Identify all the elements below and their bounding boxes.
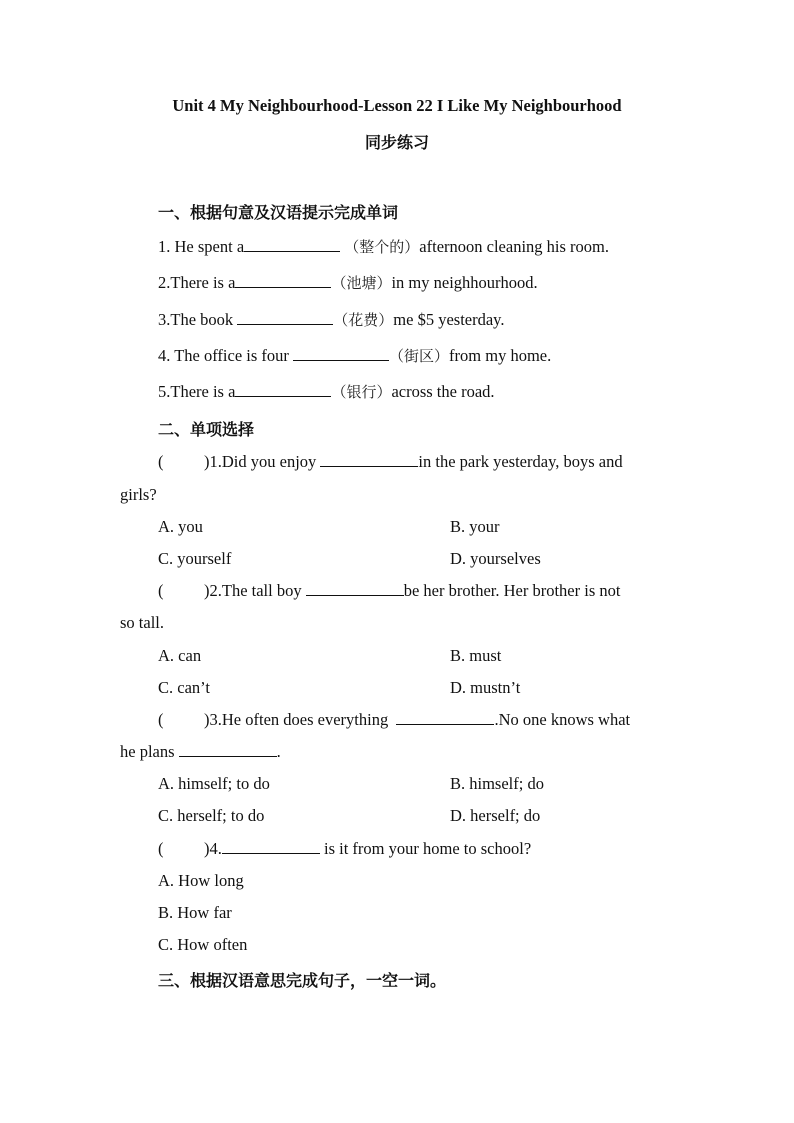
answer-blank [306, 581, 404, 596]
fill-item-4: 4. The office is four （街区）from my home. [158, 346, 552, 365]
answer-blank [293, 346, 389, 361]
page-title: Unit 4 My Neighbourhood-Lesson 22 I Like My Neighbourhood [172, 96, 622, 115]
question-2-stem-cont: so tall. [120, 613, 164, 632]
answer-blank [179, 742, 277, 757]
section1-heading: 一、根据句意及汉语提示完成单词 [158, 203, 399, 222]
answer-blank [244, 237, 340, 252]
question-1-stem-cont: girls? [120, 485, 157, 504]
option-2D: D. mustn’t [450, 678, 521, 697]
fill-item-3: 3.The book （花费）me $5 yesterday. [158, 310, 505, 329]
option-3C: C. herself; to do [158, 806, 265, 825]
option-1D: D. yourselves [450, 549, 541, 568]
option-1B: B. your [450, 517, 500, 536]
option-4B: B. How far [158, 903, 232, 922]
section2-heading: 二、单项选择 [158, 420, 255, 439]
option-3A: A. himself; to do [158, 774, 270, 793]
answer-blank [222, 839, 320, 854]
fill-item-2: 2.There is a （池塘）in my neighhourhood. [158, 273, 538, 292]
option-2B: B. must [450, 646, 502, 665]
answer-blank [235, 382, 331, 397]
answer-blank [396, 710, 494, 725]
question-3-stem-cont: he plans . [120, 742, 281, 761]
option-2A: A. can [158, 646, 202, 665]
question-3-stem: ( )3.He often does everything .No one knows what [158, 710, 631, 729]
option-1C: C. yourself [158, 549, 232, 568]
fill-item-1: 1. He spent a （整个的）afternoon cleaning his room. [158, 237, 609, 256]
answer-blank [320, 452, 418, 467]
option-4C: C. How often [158, 935, 248, 954]
fill-item-5: 5.There is a （银行）across the road. [158, 382, 495, 401]
option-1A: A. you [158, 517, 203, 536]
option-2C: C. can’t [158, 678, 210, 697]
question-2-stem: ( )2.The tall boy be her brother. Her brother is not [158, 581, 621, 600]
option-3B: B. himself; do [450, 774, 544, 793]
option-3D: D. herself; do [450, 806, 541, 825]
page-subtitle: 同步练习 [364, 133, 429, 152]
question-1-stem: ( )1.Did you enjoy in the park yesterday, boys and [158, 452, 623, 471]
answer-blank [235, 273, 331, 288]
answer-blank [237, 310, 333, 325]
option-4A: A. How long [158, 871, 244, 890]
question-4-stem: ( )4. is it from your home to school? [158, 839, 532, 858]
section3-heading: 三、根据汉语意思完成句子，一空一词。 [158, 971, 447, 990]
